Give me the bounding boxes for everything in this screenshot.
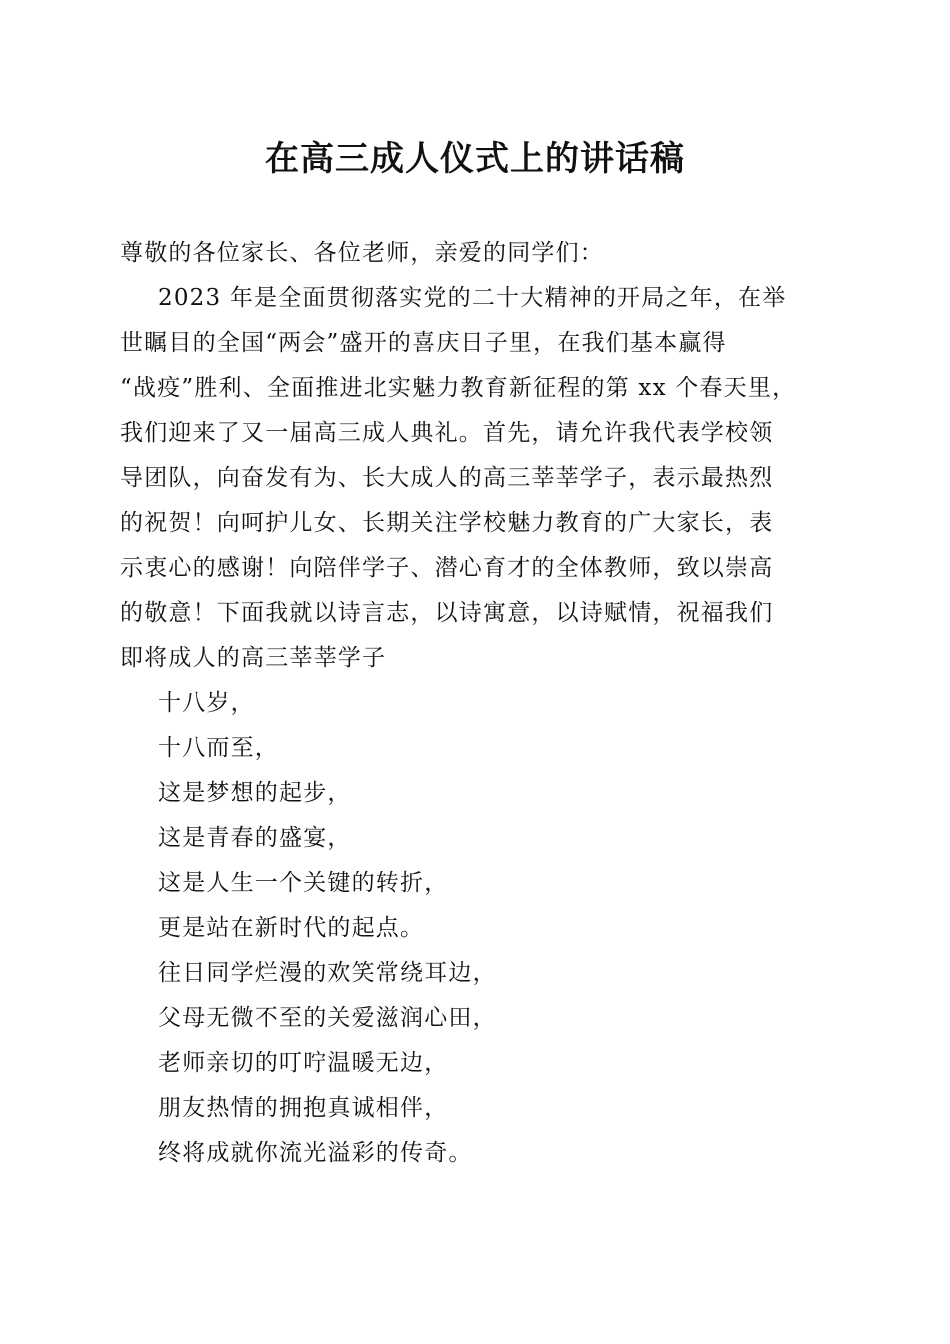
document-title: 在高三成人仪式上的讲话稿 — [265, 139, 685, 179]
poem-line: 这是人生一个关键的转折， — [158, 870, 449, 896]
poem-line: 往日同学烂漫的欢笑常绕耳边， — [158, 960, 497, 986]
salutation: 尊敬的各位家长、各位老师，亲爱的同学们： — [120, 240, 604, 266]
document-body — [120, 231, 832, 1176]
paragraph-line: 的敬意！下面我就以诗言志，以诗寓意，以诗赋情，祝福我们 — [120, 600, 774, 626]
paragraph-line: 示衷心的感谢！向陪伴学子、潜心育才的全体教师，致以崇高 — [120, 555, 774, 581]
opening-paragraph — [120, 276, 832, 681]
paragraph-line: 的祝贺！向呵护儿女、长期关注学校魅力教育的广大家长，表 — [120, 510, 774, 536]
paragraph-line: 导团队，向奋发有为、长大成人的高三莘莘学子，表示最热烈 — [120, 465, 774, 491]
poem-line: 十八岁， — [158, 690, 255, 716]
poem-line: 朋友热情的拥抱真诚相伴， — [158, 1095, 449, 1121]
paragraph-line: 世瞩目的全国“两会”盛开的喜庆日子里，在我们基本赢得 — [120, 330, 727, 356]
poem — [120, 681, 832, 1176]
poem-line: 父母无微不至的关爱滋润心田， — [158, 1005, 497, 1031]
paragraph-line: 2023 年是全面贯彻落实党的二十大精神的开局之年，在举 — [158, 285, 787, 311]
poem-line: 更是站在新时代的起点。 — [158, 915, 425, 941]
paragraph-line: 即将成人的高三莘莘学子 — [120, 645, 387, 671]
poem-line: 这是梦想的起步， — [158, 780, 352, 806]
paragraph-line: “战疫”胜利、全面推进北实魅力教育新征程的第 xx 个春天里， — [120, 375, 797, 401]
poem-line: 老师亲切的叮咛温暖无边， — [158, 1050, 449, 1076]
poem-line: 终将成就你流光溢彩的传奇。 — [158, 1140, 473, 1166]
poem-line: 十八而至， — [158, 735, 279, 761]
paragraph-line: 我们迎来了又一届高三成人典礼。首先，请允许我代表学校领 — [120, 420, 774, 446]
poem-line: 这是青春的盛宴， — [158, 825, 352, 851]
